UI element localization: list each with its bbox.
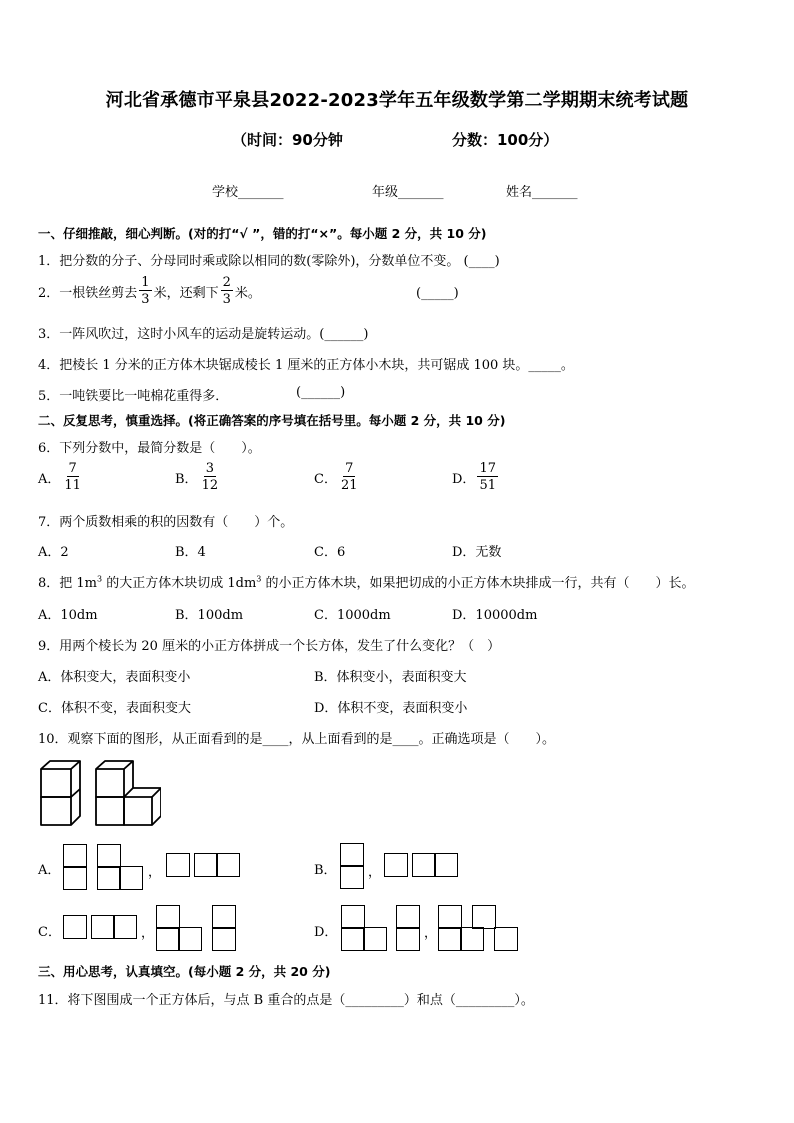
q7-option-b: B．4 [175, 545, 206, 560]
grid-square [434, 853, 458, 877]
q7-option-c: C．6 [314, 545, 346, 560]
grid-square [63, 866, 87, 890]
cube-stack-figure-1 [40, 760, 82, 826]
grid-square [91, 915, 115, 939]
grid-square [97, 866, 121, 890]
option-fraction [339, 462, 360, 492]
question-5: 5．一吨铁要比一吨棉花重得多． [38, 389, 229, 404]
fraction-two-thirds [221, 276, 233, 306]
fraction-one-third [139, 276, 151, 306]
grid-square [156, 927, 180, 951]
frac-num: 7 [345, 461, 354, 476]
q8-option-a: A．10dm [38, 608, 98, 623]
q10-option-b-comma: ， [368, 865, 382, 880]
grid-square [341, 905, 365, 929]
option-fraction [200, 462, 221, 492]
grid-square [460, 927, 484, 951]
option-label: A． [38, 471, 61, 487]
page-title: 河北省承德市平泉县2022-2023学年五年级数学第二学期期末统考试题 [105, 90, 689, 111]
question-2 [38, 276, 261, 306]
q6-option-c [314, 462, 362, 492]
q8-exponent-1: 3 [97, 574, 103, 584]
section-3-heading: 三、用心思考，认真填空。(每小题 2 分，共 20 分) [38, 964, 331, 979]
grid-square [178, 927, 202, 951]
option-label: C． [314, 471, 337, 487]
grid-square [412, 853, 436, 877]
grid-square [113, 915, 137, 939]
grid-square [156, 905, 180, 929]
q9-option-a: A．体积变大，表面积变小 [38, 670, 191, 685]
question-8 [38, 572, 695, 591]
q10-option-c-label: C． [38, 925, 61, 940]
frac-num: 1 [141, 275, 150, 290]
exam-time: （时间：90分钟 [232, 131, 343, 149]
grid-square [494, 927, 518, 951]
q6-option-d [452, 462, 500, 492]
grid-square [384, 853, 408, 877]
question-1: 1．把分数的分子、分母同时乘或除以相同的数(零除外)，分数单位不变。 (____) [38, 254, 500, 269]
grid-square [363, 927, 387, 951]
q7-option-d: D．无数 [452, 545, 502, 560]
grid-square [63, 844, 87, 868]
q6-option-b [175, 462, 222, 492]
grid-square [97, 844, 121, 868]
question-10: 10．观察下面的图形，从正面看到的是____，从上面看到的是____。正确选项是（ ）。 [38, 732, 556, 747]
q10-option-a-comma: ， [148, 865, 162, 880]
grid-square [438, 905, 462, 929]
option-fraction [62, 462, 83, 492]
question-6: 6．下列分数中，最简分数是（ ）。 [38, 441, 261, 456]
question-7: 7．两个质数相乘的积的因数有（ ）个。 [38, 515, 294, 530]
q10-option-d-label: D． [314, 925, 338, 940]
q10-option-c-comma: ， [141, 926, 155, 941]
q8-text-3: 的小正方体木块，如果把切成的小正方体木块排成一行，共有（ ）长。 [261, 576, 695, 591]
grid-square [438, 927, 462, 951]
question-11: 11．将下图围成一个正方体后，与点 B 重合的点是（_________）和点（_________）。 [38, 993, 534, 1008]
q9-option-d: D．体积不变，表面积变小 [314, 701, 468, 716]
frac-num: 2 [222, 275, 231, 290]
q2-answer-blank: (_____) [416, 286, 459, 301]
q10-option-b-label: B． [314, 863, 337, 878]
grid-square [216, 853, 240, 877]
q9-option-b: B．体积变小，表面积变大 [314, 670, 467, 685]
q6-option-a [38, 462, 85, 492]
grid-square [340, 843, 364, 867]
q8-text-2: 的大正方体木块切成 1dm [102, 576, 257, 591]
grid-square [212, 927, 236, 951]
frac-den: 21 [340, 478, 358, 493]
q9-option-c: C．体积不变，表面积变大 [38, 701, 191, 716]
grid-square [340, 865, 364, 889]
frac-num: 7 [68, 461, 77, 476]
frac-den: 3 [222, 292, 231, 307]
exam-score: 分数：100分） [452, 131, 559, 149]
question-4: 4．把棱长 1 分米的正方体木块锯成棱长 1 厘米的正方体小木块，共可锯成 100 块。_____。 [38, 358, 574, 373]
frac-den: 12 [201, 478, 219, 493]
q2-prefix: 2．一根铁丝剪去 [38, 285, 138, 301]
grid-square [119, 866, 143, 890]
frac-num: 17 [479, 461, 496, 476]
grid-square [341, 927, 365, 951]
q8-option-b: B．100dm [175, 608, 244, 623]
q10-option-a-label: A． [38, 863, 61, 878]
grade-field: 年级_______ [372, 185, 444, 200]
q8-text-1: 8．把 1m [38, 576, 98, 591]
name-field: 姓名_______ [506, 185, 578, 200]
q8-exponent-2: 3 [256, 574, 262, 584]
q5-answer-blank: (______) [296, 385, 346, 400]
option-label: B． [175, 471, 198, 487]
section-2-heading: 二、反复思考，慎重选择。(将正确答案的序号填在括号里。每小题 2 分，共 10 分) [38, 413, 506, 428]
option-label: D． [452, 471, 476, 487]
cube-stack-figure-2 [95, 760, 161, 826]
q2-mid: 米，还剩下 [153, 285, 219, 301]
frac-den: 3 [141, 292, 150, 307]
grid-square [472, 905, 496, 929]
grid-square [396, 905, 420, 929]
frac-den: 11 [64, 478, 81, 493]
frac-num: 3 [205, 461, 214, 476]
q8-option-d: D．10000dm [452, 608, 538, 623]
grid-square [63, 915, 87, 939]
q8-option-c: C．1000dm [314, 608, 391, 623]
grid-square [396, 927, 420, 951]
grid-square [194, 853, 218, 877]
q10-option-d-comma: ， [424, 926, 438, 941]
q7-option-a: A．2 [38, 545, 69, 560]
frac-den: 51 [479, 478, 496, 493]
grid-square [212, 905, 236, 929]
q2-suffix: 米。 [234, 285, 261, 301]
school-field: 学校_______ [212, 185, 284, 200]
grid-square [166, 853, 190, 877]
question-9: 9．用两个棱长为 20 厘米的小正方体拼成一个长方体，发生了什么变化？（ ） [38, 639, 501, 654]
section-1-heading: 一、仔细推敲，细心判断。(对的打“√ ”，错的打“×”。每小题 2 分，共 10 分) [38, 226, 487, 241]
option-fraction [477, 462, 498, 492]
question-3: 3．一阵风吹过，这时小风车的运动是旋转运动。(______) [38, 327, 369, 342]
